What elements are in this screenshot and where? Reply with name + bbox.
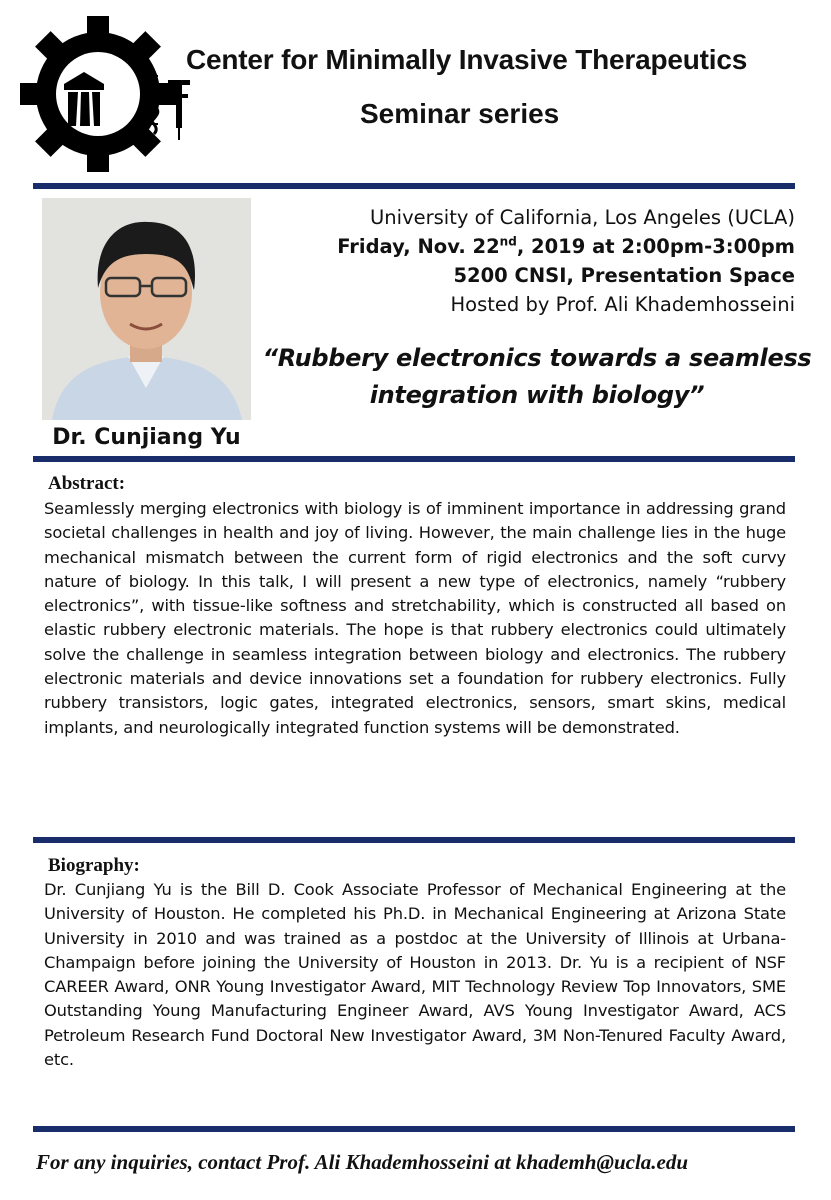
divider xyxy=(33,456,795,462)
divider xyxy=(33,837,795,843)
contact-footer: For any inquiries, contact Prof. Ali Khademhosseini at khademh@ucla.edu xyxy=(36,1150,689,1174)
event-host: Hosted by Prof. Ali Khademhosseini xyxy=(450,293,795,316)
university: University of California, Los Angeles (UCLA) xyxy=(370,206,795,229)
event-location: 5200 CNSI, Presentation Space xyxy=(453,264,795,287)
speaker-photo xyxy=(42,198,251,420)
biography-heading: Biography: xyxy=(48,855,140,876)
event-date: Friday, Nov. 22nd, 2019 at 2:00pm-3:00pm xyxy=(337,234,795,258)
speaker-name: Dr. Cunjiang Yu xyxy=(52,425,241,450)
talk-title: “Rubbery electronics towards a seamless integration with biology” xyxy=(262,344,812,409)
seminar-series-title: Seminar series xyxy=(360,98,560,129)
divider xyxy=(33,1126,795,1132)
organization-title: Center for Minimally Invasive Therapeutics xyxy=(186,44,748,75)
divider xyxy=(33,183,795,189)
biography-text: Dr. Cunjiang Yu is the Bill D. Cook Associate Professor of Mechanical Engineering at the University of Houston. He completed his Ph.D. in Mechanical Engineering at Arizona State University in 2010 and was trained as a postdoc at the University of Illinois at Urbana-Champaign before joining the University of Houston in 2013. Dr. Yu is a recipient of NSF CAREER Award, ONR Young Investigator Award, MIT Technology Review Top Innovators, SME Outstanding Young Manufacturing Engineer Award, AVS Young Investigator Award, ACS Petroleum Research Fund Doctoral New Investigator Award, 3M Non-Tenured Faculty Award, etc. xyxy=(44,880,786,1070)
abstract-text: Seamlessly merging electronics with biology is of imminent importance in addressing grand societal challenges in health and joy of living. However, the main challenge lies in the huge mechanical mismatch between the current form of rigid electronics and the soft curvy nature of biology. In this talk, I will present a new type of electronics, namely “rubbery electronics”, with tissue-like softness and stretchability, which is constructed all based on elastic rubbery electronic materials. The hope is that rubbery electronics could ultimately solve the challenge in seamless integration between biology and electronics. The rubbery electronic materials and device innovations set a foundation for rubbery electronics. Fully rubbery transistors, logic gates, integrated electronics, sensors, smart skins, medical implants, and neurologically integrated function systems will be demonstrated. xyxy=(44,499,786,737)
abstract-heading: Abstract: xyxy=(48,473,126,494)
event-info xyxy=(337,203,795,319)
center-logo xyxy=(18,14,193,174)
